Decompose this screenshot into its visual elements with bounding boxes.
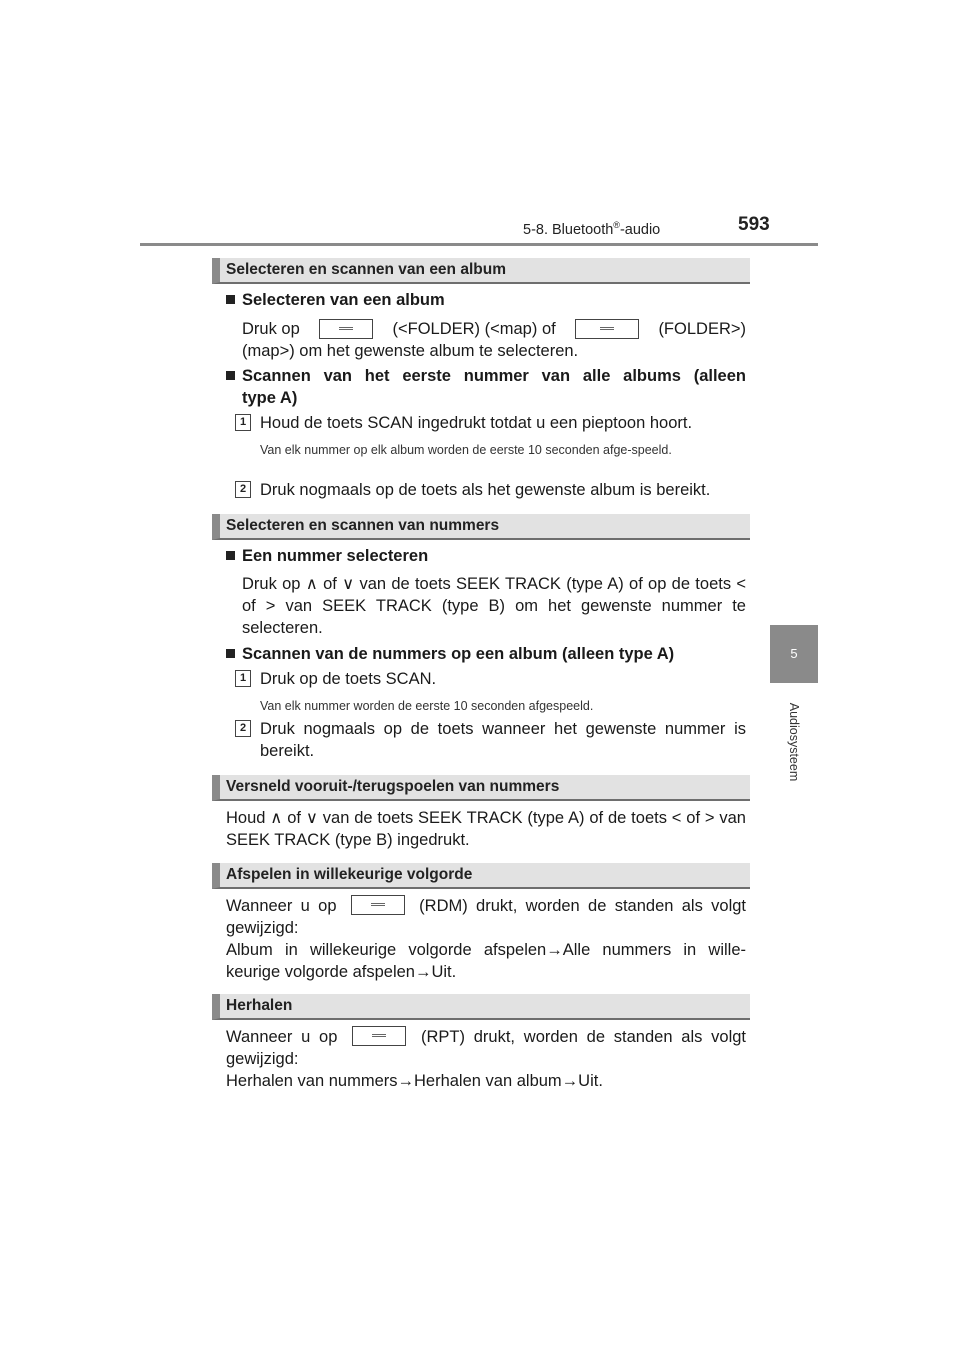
rdm-button-icon — [351, 895, 405, 915]
step-number: 2 — [235, 481, 251, 498]
section-heading-random: Afspelen in willekeurige volgorde — [212, 863, 750, 889]
paragraph-random: Wanneer u op (RDM) drukt, worden de standen als volgt gewijzigd: — [226, 897, 747, 937]
bullet-square — [226, 649, 235, 658]
section-heading-album: Selecteren en scannen van een album — [212, 258, 750, 284]
rpt-button-icon — [352, 1026, 406, 1046]
step-text: Druk nogmaals op de toets als het gewenste album is bereikt. — [260, 481, 711, 499]
paragraph-seek: Houd ∧ of ∨ van de toets SEEK TRACK (type A) of de toets < of > van SEEK TRACK (type B) ingedrukt. — [226, 809, 746, 849]
step-note: Van elk nummer op elk album worden de eerste 10 seconden afge-speeld. — [260, 443, 672, 457]
bullet-square — [226, 295, 235, 304]
chapter-tab: 5 — [770, 625, 818, 683]
bullet-square — [226, 371, 235, 380]
bullet-square — [226, 551, 235, 560]
step-number: 2 — [235, 720, 251, 737]
subsection-scan-tracks: Scannen van de nummers op een album (alleen type A) — [226, 644, 746, 665]
step-text: Druk nogmaals op de toets wanneer het gewenste nummer is bereikt. — [260, 720, 746, 760]
header-rule — [140, 243, 818, 246]
paragraph-repeat: Wanneer u op (RPT) drukt, worden de standen als volgt gewijzigd: — [226, 1028, 746, 1068]
paragraph-select-album: Druk op (<FOLDER) (<map) of (FOLDER>) (map>) om het gewenste album te selecteren. — [242, 320, 746, 360]
subsection-scan-albums-cont: type A) — [242, 389, 298, 407]
subsection-select-track: Een nummer selecteren — [226, 546, 746, 567]
paragraph-select-track: Druk op ∧ of ∨ van de toets SEEK TRACK (type A) of op de toets < of > van SEEK TRACK (type B) om het gewenste nummer te selecteren. — [242, 575, 746, 637]
paragraph-random-modes: Album in willekeurige volgorde afspelen→Alle nummers in wille-keurige volgorde afspelen→Uit. — [226, 941, 746, 981]
step-number: 1 — [235, 414, 251, 431]
folder-up-button-icon — [575, 319, 639, 339]
section-heading-repeat: Herhalen — [212, 994, 750, 1020]
subsection-select-album: Selecteren van een album — [226, 290, 746, 311]
folder-down-button-icon — [319, 319, 373, 339]
section-title: 5-8. Bluetooth®-audio — [523, 220, 661, 238]
step-text: Druk op de toets SCAN. — [260, 670, 437, 688]
step-number: 1 — [235, 670, 251, 687]
section-heading-tracks: Selecteren en scannen van nummers — [212, 514, 750, 540]
step-note: Van elk nummer worden de eerste 10 seconden afgespeeld. — [260, 699, 594, 713]
paragraph-repeat-modes: Herhalen van nummers→Herhalen van album→Uit. — [226, 1072, 603, 1090]
step-text: Houd de toets SCAN ingedrukt totdat u een pieptoon hoort. — [260, 414, 693, 432]
subsection-scan-albums: Scannen van het eerste nummer van alle albums (alleen — [226, 366, 746, 387]
section-heading-seek: Versneld vooruit-/terugspoelen van nummers — [212, 775, 750, 801]
chapter-label: Audiosysteem — [787, 702, 801, 782]
page-number: 593 — [738, 214, 770, 235]
